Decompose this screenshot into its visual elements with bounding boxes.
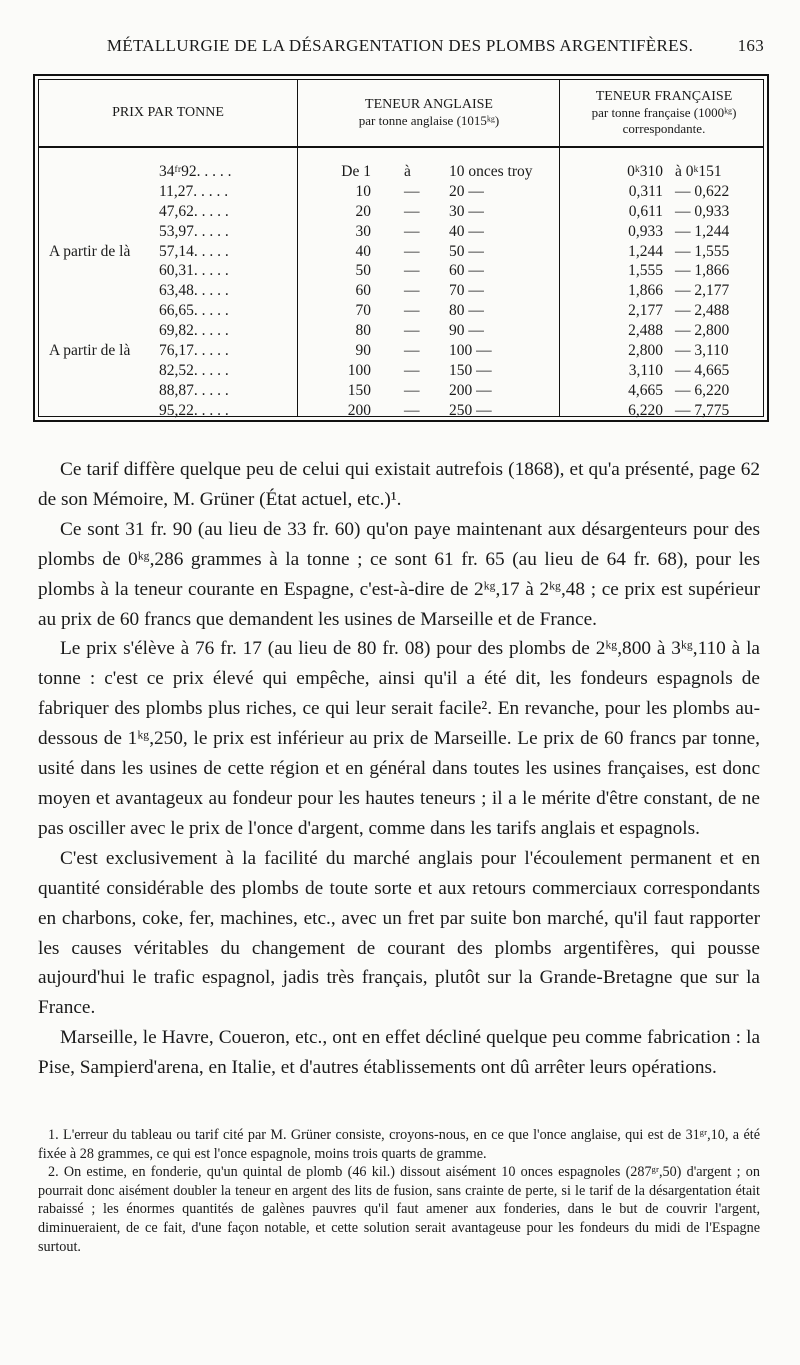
cell-f1: 2,488 <box>628 322 663 340</box>
cell-t2: — <box>404 282 420 300</box>
paragraph: Marseille, le Havre, Coueron, etc., ont en effet décliné quelque peu comme fabrication : la Pise, Sampierd'arena, en Italie, et d'autres établissements ont dû arrêter leurs opérations. <box>38 1027 760 1079</box>
cell-t1: 80 <box>355 322 371 340</box>
cell-t3: 60 — <box>449 262 484 280</box>
cell-f1: 0,311 <box>628 182 663 200</box>
cell-t3: 70 — <box>449 282 484 300</box>
col-header-price-label: PRIX PAR TONNE <box>112 105 224 120</box>
cell-t3: 150 — <box>449 361 492 379</box>
table-row <box>39 202 763 222</box>
footnote: 2. On estime, en fonderie, qu'un quintal de plomb (46 kil.) dissout aisément 10 onces espagnoles (287ᵍʳ,50) d'argent ; on pourrait donc aisément doubler la teneur en argent des lits de fusion, sans crainte de perte, si le tarif de la désargentation était rabaissé ; les énormes quantités de galènes pauvres qu'il faut amener aux fonderies, dans le but de couvrir l'argent, diminueraient, de ce fait, d'une façon notable, et cette solution serait avantageuse pour les fondeurs du midi de l'Espagne surtout. <box>38 1164 760 1255</box>
col-header-english-label: TENEUR ANGLAISE <box>365 97 493 112</box>
cell-f2: — 2,177 <box>675 282 730 300</box>
cell-f1: 3,110 <box>628 361 663 379</box>
table-header <box>39 80 763 148</box>
paragraph: C'est exclusivement à la facilité du marché anglais pour l'écoulement permanent et en quantité considérable des plombs de toute sorte et aux retours commerciaux correspondants en charbons, coke, fer, machines, etc., avec un fret par suite bon marché, qu'il faut rapporter les causes véritables du changement de courant des plombs argentifères, qui pousse aujourd'hui le trafic espagnol, jadis très français, plutôt sur la Grande-Bretagne que sur la France. <box>38 847 760 1019</box>
cell-t1: 50 <box>355 262 371 280</box>
cell-t3: 40 — <box>449 222 484 240</box>
cell-price: 88,87. . . . . <box>159 381 229 399</box>
cell-t1: 90 <box>355 342 371 360</box>
body-text <box>38 455 760 1083</box>
cell-t1: 70 <box>355 302 371 320</box>
cell-f1: 0,611 <box>628 202 663 220</box>
cell-t2: — <box>404 342 420 360</box>
paragraph: Ce sont 31 fr. 90 (au lieu de 33 fr. 60) qu'on paye maintenant aux désargenteurs pour des plombs de 0ᵏᵍ,286 grammes à la tonne ; ce sont 61 fr. 65 (au lieu de 64 fr. 68), pour les plombs à la teneur courante en Espagne, c'est-à-dire de 2ᵏᵍ,17 à 2ᵏᵍ,48 ; ce prix est supérieur au prix de 60 francs que demandent les usines de Marseille et de France. <box>38 518 760 630</box>
cell-t1: 150 <box>347 381 371 399</box>
cell-note: A partir de là <box>49 242 131 260</box>
cell-f2: — 1,866 <box>675 262 730 280</box>
cell-t3: 80 — <box>449 302 484 320</box>
cell-t2: — <box>404 401 420 419</box>
footnote: 1. L'erreur du tableau ou tarif cité par M. Grüner consiste, croyons-nous, en ce que l'once anglaise, qui est de 31ᵍʳ,10, a été fixée à 28 grammes, ce qui est l'once espagnole, moins trois quarts de gramme. <box>38 1127 760 1162</box>
table-row <box>39 361 763 381</box>
cell-t3: 200 — <box>449 381 492 399</box>
cell-price: 95,22. . . . . <box>159 401 229 419</box>
cell-price: 60,31. . . . . <box>159 262 229 280</box>
cell-price: 76,17. . . . . <box>159 342 229 360</box>
col-header-french-label: TENEUR FRANÇAISE <box>595 89 733 104</box>
cell-f2: — 6,220 <box>675 381 730 399</box>
cell-f1: 2,800 <box>628 342 663 360</box>
cell-price: 57,14. . . . . <box>159 242 229 260</box>
cell-f2: — 2,488 <box>675 302 730 320</box>
footnotes <box>38 1126 760 1256</box>
table-row <box>39 401 763 421</box>
table-row <box>39 222 763 242</box>
cell-price: 11,27. . . . . <box>159 182 229 200</box>
table-row <box>39 162 763 182</box>
cell-t2: — <box>404 322 420 340</box>
cell-f1: 6,220 <box>628 401 663 419</box>
cell-t2: — <box>404 361 420 379</box>
col-header-english <box>297 80 560 146</box>
cell-f2: — 7,775 <box>675 401 730 419</box>
table-row <box>39 381 763 401</box>
cell-t2: — <box>404 242 420 260</box>
cell-t1: De 1 <box>341 163 371 180</box>
cell-f1: 1,555 <box>628 262 663 280</box>
paragraph: Le prix s'élève à 76 fr. 17 (au lieu de 80 fr. 08) pour des plombs de 2ᵏᵍ,800 à 3ᵏᵍ,110 à la tonne : c'est ce prix élevé qui empêche, ainsi qu'il a été dit, les fondeurs espagnols de fabriquer des plombs plus riches, ce qui leur serait facile². En revanche, pour les plombs au-dessous de 1ᵏᵍ,250, le prix est inférieur au prix de Marseille. Le prix de 60 francs par tonne, usité dans les usines de cette région et en général dans toutes les usines françaises, est donc moyen et avantageux au fondeur pour les hautes teneurs ; il a le mérite d'être constant, de ne pas osciller avec le prix de l'once d'argent, comme dans les tarifs anglais et espagnols. <box>38 638 760 839</box>
cell-t2: — <box>404 302 420 320</box>
cell-t3: 50 — <box>449 242 484 260</box>
cell-price: 53,97. . . . . <box>159 222 229 240</box>
cell-f2: — 1,244 <box>675 222 730 240</box>
cell-t3: 90 — <box>449 322 484 340</box>
running-header <box>36 36 764 62</box>
cell-f1: 1,866 <box>628 282 663 300</box>
cell-t1: 200 <box>347 401 371 419</box>
table-row <box>39 242 763 262</box>
cell-f1: 2,177 <box>628 302 663 320</box>
cell-t2: — <box>404 182 420 200</box>
price-table <box>33 74 769 422</box>
cell-f1: 0,933 <box>628 222 663 240</box>
cell-f2: — 4,665 <box>675 361 730 379</box>
cell-t3: 30 — <box>449 202 484 220</box>
table-row <box>39 321 763 341</box>
cell-f2: — 3,110 <box>675 342 729 360</box>
col-header-french <box>559 80 768 146</box>
running-title: MÉTALLURGIE DE LA DÉSARGENTATION DES PLOMBS ARGENTIFÈRES. <box>106 36 694 55</box>
col-header-french-sub2: correspondante. <box>622 121 706 136</box>
cell-price: 63,48. . . . . <box>159 282 229 300</box>
cell-t1: 40 <box>355 242 371 260</box>
cell-t3: 10 onces troy <box>449 163 533 180</box>
col-header-english-sub: par tonne anglaise (1015ᵏᵍ) <box>358 113 500 128</box>
cell-note: A partir de là <box>49 342 131 360</box>
cell-t2: — <box>404 381 420 399</box>
cell-price: 34ᶠʳ92. . . . . <box>159 163 232 180</box>
cell-t1: 100 <box>347 361 371 379</box>
cell-f2: — 1,555 <box>675 242 730 260</box>
cell-price: 66,65. . . . . <box>159 302 229 320</box>
table-row <box>39 261 763 281</box>
table-row <box>39 281 763 301</box>
cell-f2: à 0ᵏ151 <box>675 163 722 180</box>
cell-t3: 250 — <box>449 401 492 419</box>
cell-price: 69,82. . . . . <box>159 322 229 340</box>
cell-t2: — <box>404 222 420 240</box>
cell-f1: 0ᵏ310 <box>627 163 663 180</box>
cell-t3: 20 — <box>449 182 484 200</box>
col-header-french-sub: par tonne française (1000ᵏᵍ) <box>591 105 737 120</box>
table-row <box>39 182 763 202</box>
cell-f2: — 2,800 <box>675 322 730 340</box>
cell-price: 82,52. . . . . <box>159 361 229 379</box>
paragraph: Ce tarif diffère quelque peu de celui qui existait autrefois (1868), et qu'a présenté, page 62 de son Mémoire, M. Grüner (État actuel, etc.)¹. <box>38 459 760 510</box>
cell-t1: 10 <box>355 182 371 200</box>
cell-f1: 4,665 <box>628 381 663 399</box>
table-row <box>39 341 763 361</box>
table-body <box>39 162 763 421</box>
price-table-inner <box>38 79 764 417</box>
cell-t1: 60 <box>355 282 371 300</box>
page-number: 163 <box>737 36 764 55</box>
cell-f2: — 0,933 <box>675 202 730 220</box>
cell-f2: — 0,622 <box>675 182 730 200</box>
cell-t1: 20 <box>355 202 371 220</box>
cell-t3: 100 — <box>449 342 492 360</box>
cell-t1: 30 <box>355 222 371 240</box>
col-header-price <box>39 80 297 146</box>
table-row <box>39 301 763 321</box>
cell-price: 47,62. . . . . <box>159 202 229 220</box>
cell-t2: à <box>404 163 411 180</box>
cell-f1: 1,244 <box>628 242 663 260</box>
cell-t2: — <box>404 262 420 280</box>
cell-t2: — <box>404 202 420 220</box>
